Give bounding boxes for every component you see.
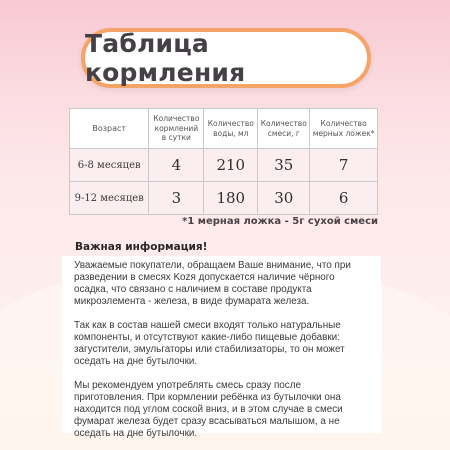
cell-age: 9-12 месяцев (70, 182, 149, 215)
header-feeds: Количество кормлений в сутки (149, 109, 204, 149)
header-water: Количество воды, мл (204, 109, 258, 149)
info-paragraph: Мы рекомендуем употреблять смесь сразу после приготовления. При кормлении ребёнка из бутылочки она находится под углом соской вниз, и в этом случае в смеси фумарат железа будет сразу всасываться малышом, а не оседать на дне бутылочки. (74, 380, 343, 439)
cell-mix: 35 (258, 149, 310, 182)
cell-feeds: 3 (149, 182, 204, 215)
page-title: Таблица кормления (85, 29, 246, 87)
cell-spoons: 7 (310, 149, 378, 182)
table-row (70, 149, 378, 182)
info-paragraph: Уважаемые покупатели, обращаем Ваше внимание, что при разведении в смесях Kozя допускается наличие чёрного осадка, что связано с наличием в составе продукта микроэлемента - железа, в виде фумарата железа. (74, 260, 351, 307)
title-badge (81, 28, 371, 88)
info-box (62, 256, 381, 439)
cell-spoons: 6 (310, 182, 378, 215)
cell-water: 180 (204, 182, 258, 215)
header-age: Возраст (70, 109, 149, 149)
table-header-row (70, 109, 378, 149)
feeding-table (69, 108, 378, 215)
info-paragraph: Так как в состав нашей смеси входят только натуральные компоненты, и отсутствуют какие-либо пищевые добавки: загустители, эмульгаторы или стабилизаторы, то он может оседать на дне бутылочки. (74, 320, 345, 367)
header-spoons: Количество мерных ложек* (310, 109, 378, 149)
cell-water: 210 (204, 149, 258, 182)
table-row (70, 182, 378, 215)
cell-feeds: 4 (149, 149, 204, 182)
cell-age: 6-8 месяцев (70, 149, 149, 182)
header-mix: Количество смеси, г (258, 109, 310, 149)
table-footnote: *1 мерная ложка - 5г сухой смеси (182, 216, 378, 227)
info-title: Важная информация! (75, 241, 208, 253)
cell-mix: 30 (258, 182, 310, 215)
